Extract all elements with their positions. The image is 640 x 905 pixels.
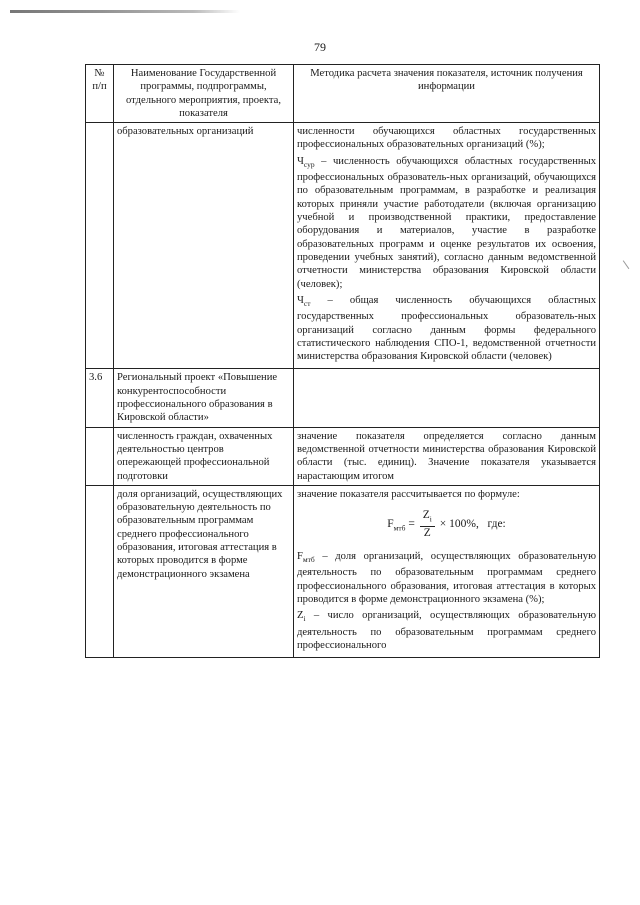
- row-method: [294, 369, 600, 427]
- table-row: [86, 427, 600, 485]
- indicator-table: [85, 64, 600, 658]
- table-header-row: [86, 65, 600, 123]
- method-paragraph: $F_{мтб}$ – доля организаций, осуществляющих образовательную деятельность по образовательным программам среднего профессионального образования, итоговая аттестация в которых проводится в форме демонстрационного экзамена (%);: [297, 551, 596, 606]
- method-paragraph: значение показателя рассчитывается по формуле:: [297, 488, 520, 500]
- method-paragraph: $Z_i$ – число организаций, осуществляющих образовательную деятельность по образовательным программам среднего профессионального: [297, 610, 596, 652]
- header-name: Наименование Государственной программы, подпрограммы, отдельного мероприятия, проекта, показателя: [114, 65, 294, 123]
- table-row: [86, 369, 600, 427]
- row-name: Региональный проект «Повышение конкурентоспособности профессионального образования в Кировской области»: [114, 369, 294, 427]
- header-num: № п/п: [86, 65, 114, 123]
- row-num: 3.6: [86, 369, 114, 427]
- header-method: Методика расчета значения показателя, источник получения информации: [294, 65, 600, 123]
- method-paragraph: численности обучающихся областных государственных профессиональных образовательных организаций (%);: [297, 126, 596, 151]
- page-number: 79: [314, 40, 326, 54]
- row-num: [86, 123, 114, 369]
- formula-fraction: $\frac{Z_i}{Z}$: [420, 509, 435, 540]
- formula: $F_{мтб}$ = $\frac{Z_i}{Z}$ × 100%, где:: [387, 509, 506, 539]
- row-method: значение показателя определяется согласно данным ведомственной отчетности министерства образования Кировской области (тыс. единиц). Значение показателя указывается нарастающим итогом: [294, 427, 600, 485]
- row-method: [294, 485, 600, 657]
- row-name: численность граждан, охваченных деятельностью центров опережающей профессиональной подготовки: [114, 427, 294, 485]
- scan-artifact-mark: [623, 257, 634, 269]
- method-paragraph: $Ч_{сур}$ – численность обучающихся областных государственных профессиональных образователь-ных организаций, обучающихся по образовательным программам, в разработке и реализация которых приняли участие работодатели (включая организацию учебной и производственной практики, предоставление оборудования и материалов, участие в разработке образовательных программ и оценке результатов их освоения, проведении учебных занятий), согласно данным ведомственной отчетности министерства образования Кировской области (человек);: [297, 155, 596, 290]
- table-row: [86, 123, 600, 369]
- row-method: [294, 123, 600, 369]
- table-row: [86, 485, 600, 657]
- row-name: доля организаций, осуществляющих образовательную деятельность по образовательным программам среднего профессионального образования, итоговая аттестация в которых проводится в форме демонстрационного экзамена: [114, 485, 294, 657]
- row-name: образовательных организаций: [114, 123, 294, 369]
- scan-artifact-line: [10, 10, 240, 13]
- row-num: [86, 485, 114, 657]
- row-num: [86, 427, 114, 485]
- method-paragraph: $Ч_{ст}$ – общая численность обучающихся областных государственных профессиональных образователь-ных организаций согласно данным формы федерального статистического наблюдения СПО-1, ведомственной отчетности министерства образования Кировской области (человек): [297, 294, 596, 363]
